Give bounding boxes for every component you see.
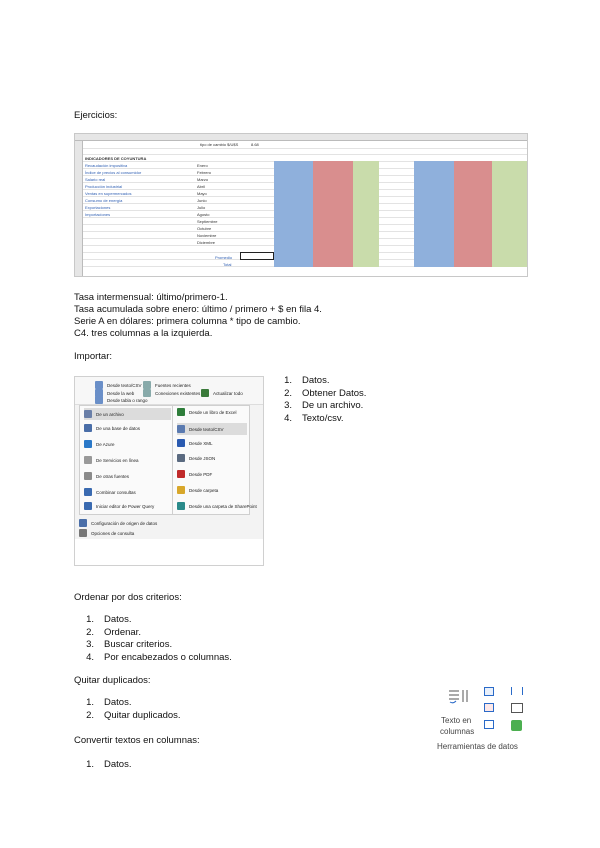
- ribbon: [75, 377, 263, 405]
- table-icon: [95, 396, 103, 404]
- menu-from-file[interactable]: [84, 408, 171, 420]
- menu-label: Desde texto/CSV: [189, 426, 224, 432]
- month-cell: Diciembre: [197, 240, 216, 245]
- sub-from-sharepoint[interactable]: [177, 502, 257, 510]
- data-tools-image: [437, 684, 529, 752]
- month-cell: Febrero: [197, 170, 212, 175]
- exchange-label: tipo de cambio $/U$S: [200, 142, 239, 147]
- column-header-bar: [75, 134, 527, 141]
- list-item-text: Datos.: [104, 759, 132, 770]
- sub-from-json[interactable]: [177, 454, 215, 462]
- red-band-2: [454, 161, 492, 267]
- sub-from-folder[interactable]: [177, 486, 218, 494]
- list-importar: [272, 375, 366, 425]
- list-item-text: Datos.: [104, 697, 132, 708]
- flash-fill-icon[interactable]: [484, 687, 494, 696]
- menu-other-sources[interactable]: [84, 472, 129, 480]
- database-icon: [84, 424, 92, 432]
- note-3: Serie A en dólares: primera columna * tipo de cambio.: [74, 316, 301, 327]
- data-validation-icon[interactable]: [484, 720, 494, 729]
- menu-label: De un archivo: [96, 411, 124, 417]
- section-title: INDICADORES DE COYUNTURA: [85, 156, 147, 161]
- exchange-value: 8.68: [251, 142, 259, 147]
- footer-label: Promedio: [215, 255, 233, 260]
- month-cell: Septiembre: [197, 219, 218, 224]
- heading-convertir: Convertir textos en columnas:: [74, 735, 200, 746]
- excel-get-data-menu-image: [74, 376, 264, 566]
- left-item: Índice de precios al consumidor: [85, 170, 142, 175]
- settings-icon: [79, 519, 87, 527]
- menu-label: Desde JSON: [189, 455, 216, 461]
- power-query-icon: [84, 502, 92, 510]
- menu-data-source-settings[interactable]: [79, 519, 157, 527]
- xml-icon: [177, 439, 185, 447]
- menu-label: Iniciar editor de Power Query: [96, 503, 155, 509]
- get-data-dropdown: [79, 405, 174, 515]
- left-item: Exportaciones: [85, 205, 111, 210]
- menu-label: De una base de datos: [96, 425, 141, 431]
- left-item: Producción industrial: [85, 184, 123, 189]
- green-band: [353, 161, 379, 267]
- menu-from-database[interactable]: [84, 424, 140, 432]
- menu-label: Desde un libro de Excel: [189, 409, 237, 415]
- left-item: Salario real: [85, 177, 106, 182]
- ribbon-item: Desde tabla o rango: [107, 397, 148, 403]
- list-item: 2. Quitar duplicados.: [86, 709, 181, 721]
- note-2: Tasa acumulada sobre enero: último / primero + $ en fila 4.: [74, 304, 322, 315]
- list-item: 1. Datos.: [86, 614, 132, 625]
- list-item-text: De un archivo.: [302, 400, 364, 411]
- menu-label: Desde PDF: [189, 471, 213, 477]
- note-4: C4. tres columnas a la izquierda.: [74, 328, 213, 339]
- green-band-2: [492, 161, 528, 267]
- folder-icon: [177, 486, 185, 494]
- list-item-text: Ordenar.: [104, 626, 141, 638]
- ribbon-item: Conexiones existentes: [155, 390, 201, 396]
- list-item: 2. Ordenar.: [86, 626, 141, 638]
- month-cell: Enero: [197, 163, 208, 168]
- list-quitar: [74, 697, 181, 722]
- list-convertir: [74, 759, 131, 772]
- menu-label: Desde carpeta: [189, 487, 219, 493]
- month-cell: Noviembre: [197, 233, 217, 238]
- spreadsheet-image: [74, 133, 528, 277]
- list-item: 1. Datos.: [284, 375, 330, 386]
- list-ordenar: [74, 614, 232, 664]
- heading-importar: Importar:: [74, 351, 113, 362]
- menu-label: Desde XML: [189, 440, 213, 446]
- month-cell: Agosto: [197, 212, 210, 217]
- ribbon-item: Fuentes recientes: [155, 382, 191, 388]
- text-to-columns-label-1[interactable]: Texto en: [441, 716, 472, 725]
- json-icon: [177, 454, 185, 462]
- pdf-icon: [177, 470, 185, 478]
- menu-combine-queries[interactable]: [84, 488, 136, 496]
- heading-ordenar: Ordenar por dos criterios:: [74, 592, 182, 603]
- connections-icon: [143, 389, 151, 397]
- options-icon: [79, 529, 87, 537]
- month-cell: Julio: [197, 205, 206, 210]
- left-item: Importaciones: [85, 212, 111, 217]
- footer-label-2: Total: [223, 262, 232, 267]
- sub-from-xml[interactable]: [177, 439, 213, 447]
- menu-label: Configuración de origen de datos: [91, 520, 158, 526]
- other-sources-icon: [84, 472, 92, 480]
- refresh-icon: [201, 389, 209, 397]
- list-item: 3. De un archivo.: [284, 400, 364, 411]
- left-item: Recaudación impositiva: [85, 163, 128, 168]
- sharepoint-icon: [177, 502, 185, 510]
- ribbon-item: Actualizar todo: [213, 390, 243, 396]
- text-to-columns-label-2[interactable]: columnas: [440, 727, 475, 736]
- list-item-text: Datos.: [104, 614, 132, 625]
- heading-ejercicios: Ejercicios:: [74, 110, 118, 121]
- menu-label: De Servicios en línea: [96, 457, 139, 463]
- file-icon: [84, 410, 92, 418]
- sub-from-pdf[interactable]: [177, 470, 212, 478]
- menu-label: De otras fuentes: [96, 473, 130, 479]
- list-item-text: Quitar duplicados.: [104, 709, 181, 721]
- list-item: 4. Texto/csv.: [284, 412, 344, 424]
- left-item: Consumo de energía: [85, 198, 123, 203]
- month-cell: Abril: [197, 184, 206, 189]
- list-item: 4. Por encabezados o columnas.: [86, 651, 232, 663]
- month-cell: Junio: [197, 198, 207, 203]
- text-to-columns-icon: [447, 688, 471, 704]
- left-item: Ventas en supermercados: [85, 191, 132, 196]
- list-item-text: Texto/csv.: [302, 412, 344, 424]
- heading-quitar: Quitar duplicados:: [74, 675, 151, 686]
- consolidate-icon[interactable]: [511, 687, 523, 695]
- remove-duplicates-icon[interactable]: [484, 703, 494, 712]
- excel-icon: [177, 408, 185, 416]
- azure-icon: [84, 440, 92, 448]
- list-item: 1. Datos.: [86, 697, 132, 708]
- month-cell: Octubre: [197, 226, 212, 231]
- list-item: 3. Buscar criterios.: [86, 639, 173, 650]
- list-item-text: Por encabezados o columnas.: [104, 651, 232, 663]
- grid-fragment: [75, 539, 263, 566]
- from-file-submenu: [172, 405, 257, 515]
- combine-icon: [84, 488, 92, 496]
- row-number-bar: [75, 141, 83, 277]
- menu-label: Combinar consultas: [96, 489, 136, 495]
- sub-from-excel[interactable]: [177, 408, 237, 416]
- list-item: 2. Obtener Datos.: [284, 387, 367, 399]
- list-item: 1. Datos.: [86, 759, 132, 770]
- blue-band-2: [414, 161, 454, 267]
- sub-from-text-csv[interactable]: [177, 423, 247, 435]
- data-model-icon[interactable]: [511, 720, 522, 731]
- menu-label: Desde una carpeta de SharePoint: [189, 503, 257, 509]
- menu-online-services[interactable]: [84, 456, 139, 464]
- data-tools-group-label: Herramientas de datos: [437, 742, 518, 751]
- menu-label: De Azure: [96, 441, 115, 447]
- menu-power-query[interactable]: [84, 502, 154, 510]
- ribbon-item: Desde la web: [107, 390, 135, 396]
- list-item-text: Buscar criterios.: [104, 639, 173, 650]
- ribbon-item: Desde texto/CSV: [107, 382, 142, 388]
- csv-icon: [95, 381, 103, 389]
- list-item-text: Datos.: [302, 375, 330, 386]
- list-item-text: Obtener Datos.: [302, 387, 367, 399]
- text-file-icon: [177, 425, 185, 433]
- recent-icon: [143, 381, 151, 389]
- note-1: Tasa intermensual: último/primero-1.: [74, 292, 228, 303]
- cloud-icon: [84, 456, 92, 464]
- blue-band: [274, 161, 313, 267]
- red-band: [313, 161, 353, 267]
- month-cell: Mayo: [197, 191, 207, 196]
- selected-cell: [240, 252, 274, 260]
- menu-label: Opciones de consulta: [91, 530, 135, 536]
- relationships-icon[interactable]: [511, 703, 523, 713]
- month-cell: Marzo: [197, 177, 209, 182]
- menu-from-azure[interactable]: [84, 440, 115, 448]
- menu-query-options[interactable]: [79, 529, 134, 537]
